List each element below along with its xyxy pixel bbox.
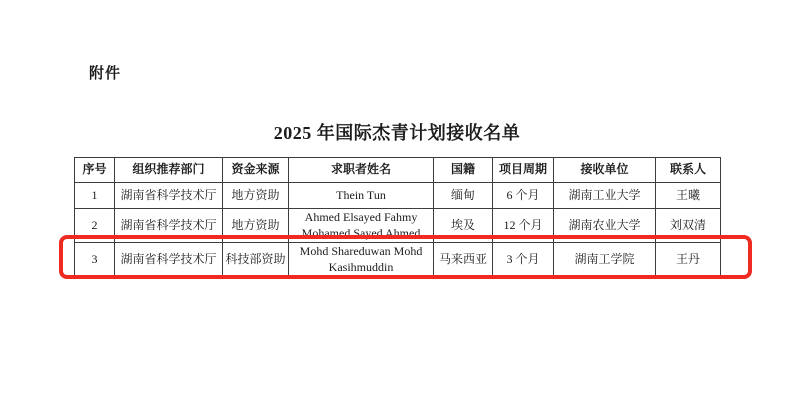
page-title: 2025 年国际杰青计划接收名单 [273, 123, 521, 143]
table-cell: 马来西亚 [434, 243, 493, 277]
table-cell: 2 [75, 209, 115, 243]
attachment-label: 附件 [89, 66, 122, 82]
table-cell: 缅甸 [434, 183, 493, 209]
table-row-highlighted [75, 243, 721, 277]
column-header: 国籍 [434, 158, 493, 183]
column-header: 项目周期 [493, 158, 554, 183]
column-header: 资金来源 [223, 158, 289, 183]
acceptance-roster-table [74, 157, 721, 277]
table-cell: 湖南省科学技术厅 [115, 209, 223, 243]
table-cell: Ahmed Elsayed Fahmy Mohamed Sayed Ahmed [289, 209, 434, 243]
table-cell: 1 [75, 183, 115, 209]
table-cell: 6 个月 [493, 183, 554, 209]
table-cell: 科技部资助 [223, 243, 289, 277]
table-cell: 湖南农业大学 [554, 209, 656, 243]
table-row [75, 209, 721, 243]
table-row [75, 183, 721, 209]
table-cell: 3 [75, 243, 115, 277]
column-header: 序号 [75, 158, 115, 183]
table-cell: 王曦 [656, 183, 721, 209]
table-cell: 刘双清 [656, 209, 721, 243]
table-cell: Thein Tun [289, 183, 434, 209]
column-header: 联系人 [656, 158, 721, 183]
column-header: 接收单位 [554, 158, 656, 183]
table-cell: 湖南工业大学 [554, 183, 656, 209]
table-cell: 12 个月 [493, 209, 554, 243]
table-cell: 湖南省科学技术厅 [115, 183, 223, 209]
table-cell: 湖南省科学技术厅 [115, 243, 223, 277]
column-header: 求职者姓名 [289, 158, 434, 183]
table-cell: Mohd Shareduwan Mohd Kasihmuddin [289, 243, 434, 277]
table-cell: 3 个月 [493, 243, 554, 277]
table-cell: 地方资助 [223, 209, 289, 243]
table-cell: 地方资助 [223, 183, 289, 209]
table-cell: 埃及 [434, 209, 493, 243]
table-cell: 王丹 [656, 243, 721, 277]
table-header-row [75, 158, 721, 183]
table-cell: 湖南工学院 [554, 243, 656, 277]
column-header: 组织推荐部门 [115, 158, 223, 183]
